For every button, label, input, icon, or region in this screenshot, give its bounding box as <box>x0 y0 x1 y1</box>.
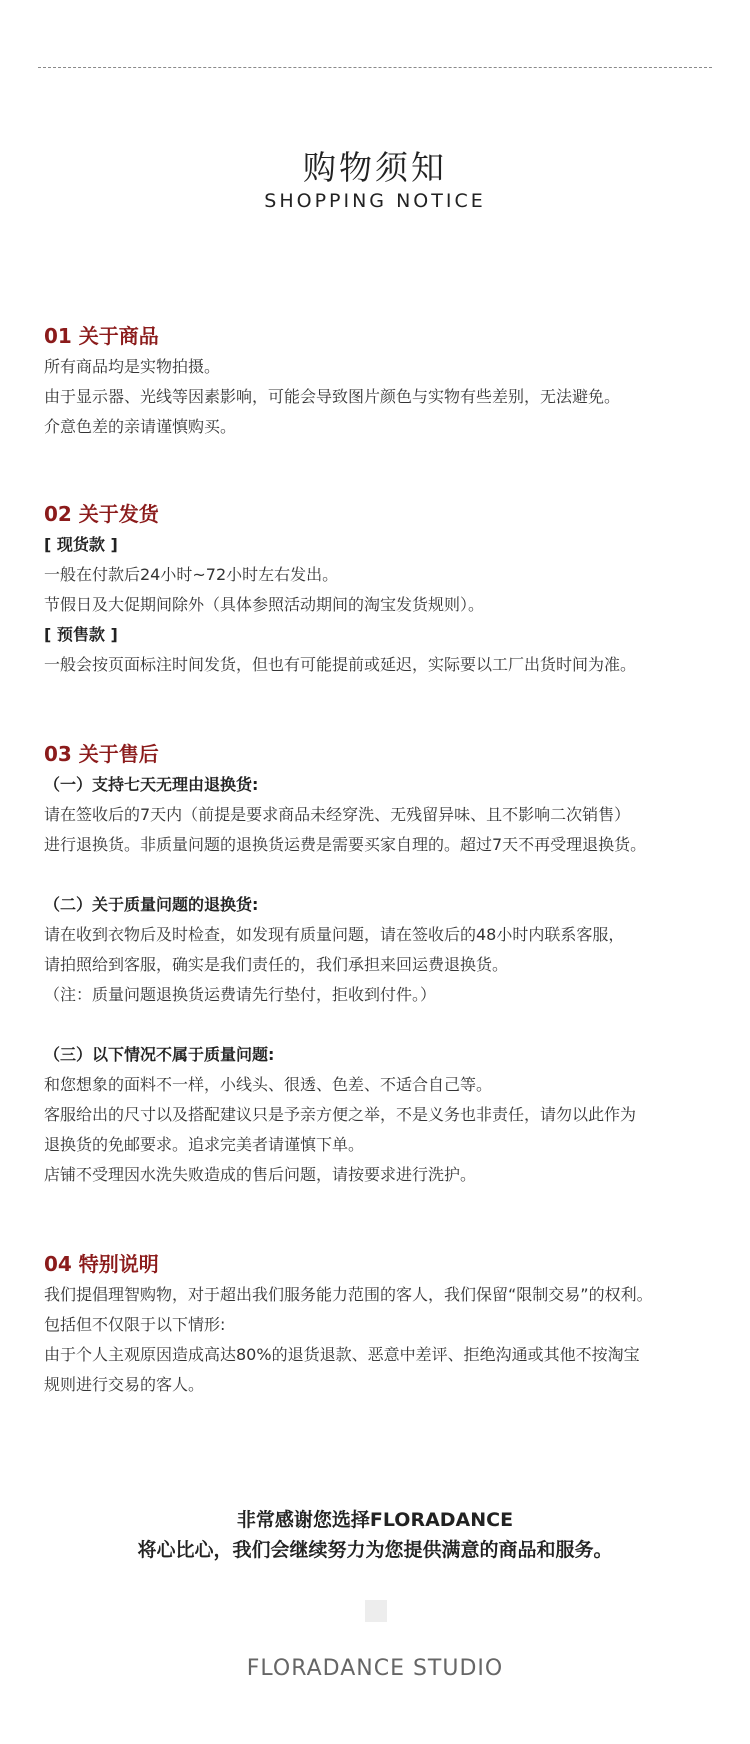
text-line: 一般会按页面标注时间发货，但也有可能提前或延迟，实际要以工厂出货时间为准。 <box>44 655 637 674</box>
section-title: 02 关于发货 <box>44 502 159 526</box>
text-line: 退换货的免邮要求。追求完美者请谨慎下单。 <box>44 1135 365 1154</box>
text-line: 包括但不仅限于以下情形: <box>44 1315 226 1334</box>
text-line: 我们提倡理智购物，对于超出我们服务能力范围的客人，我们保留“限制交易”的权利。 <box>44 1285 653 1304</box>
decorative-square <box>365 1600 387 1622</box>
text-line: 请在收到衣物后及时检查，如发现有质量问题，请在签收后的48小时内联系客服， <box>44 925 625 944</box>
subheading-non-quality-cases: （三）以下情况不属于质量问题: <box>44 1045 275 1064</box>
section-shipping <box>44 500 724 680</box>
text-line: 规则进行交易的客人。 <box>44 1375 205 1394</box>
subheading-quality-return: （二）关于质量问题的退换货: <box>44 895 259 914</box>
section-special-notes <box>44 1250 724 1400</box>
text-line: 进行退换货。非质量问题的退换货运费是需要买家自理的。超过7天不再受理退换货。 <box>44 835 647 854</box>
text-line: 客服给出的尺寸以及搭配建议只是予亲方便之举，不是义务也非责任，请勿以此作为 <box>44 1105 637 1124</box>
text-line: 由于个人主观原因造成高达80%的退货退款、恶意中差评、拒绝沟通或其他不按淘宝 <box>44 1345 640 1364</box>
subheading-seven-day-return: （一）支持七天无理由退换货: <box>44 775 259 794</box>
section-title: 03 关于售后 <box>44 742 159 766</box>
page-subtitle: SHOPPING NOTICE <box>264 190 486 212</box>
thanks-line-1: 非常感谢您选择FLORADANCE <box>236 1509 514 1531</box>
thanks-line-2: 将心比心，我们会继续努力为您提供满意的商品和服务。 <box>137 1539 613 1561</box>
section-after-sales <box>44 740 724 1190</box>
top-dashed-divider <box>38 67 712 68</box>
section-title: 04 特别说明 <box>44 1252 159 1276</box>
text-line: 介意色差的亲请谨慎购买。 <box>44 417 237 436</box>
text-line: 所有商品均是实物拍摄。 <box>44 357 221 376</box>
text-line: 由于显示器、光线等因素影响，可能会导致图片颜色与实物有些差别，无法避免。 <box>44 387 621 406</box>
page-title: 购物须知 <box>303 148 447 187</box>
studio-name: FLORADANCE STUDIO <box>246 1656 504 1681</box>
subheading-in-stock: [ 现货款 ] <box>44 535 118 554</box>
section-product <box>44 322 724 442</box>
text-line: （注：质量问题退换货运费请先行垫付，拒收到付件。） <box>44 985 437 1004</box>
section-title: 01 关于商品 <box>44 324 159 348</box>
text-line: 节假日及大促期间除外（具体参照活动期间的淘宝发货规则）。 <box>44 595 485 614</box>
text-line: 店铺不受理因水洗失败造成的售后问题，请按要求进行洗护。 <box>44 1165 477 1184</box>
text-line: 和您想象的面料不一样，小线头、很透、色差、不适合自己等。 <box>44 1075 493 1094</box>
text-line: 请拍照给到客服，确实是我们责任的，我们承担来回运费退换货。 <box>44 955 509 974</box>
text-line: 一般在付款后24小时~72小时左右发出。 <box>44 565 339 584</box>
subheading-presale: [ 预售款 ] <box>44 625 118 644</box>
text-line: 请在签收后的7天内（前提是要求商品未经穿洗、无残留异味、且不影响二次销售） <box>44 805 631 824</box>
